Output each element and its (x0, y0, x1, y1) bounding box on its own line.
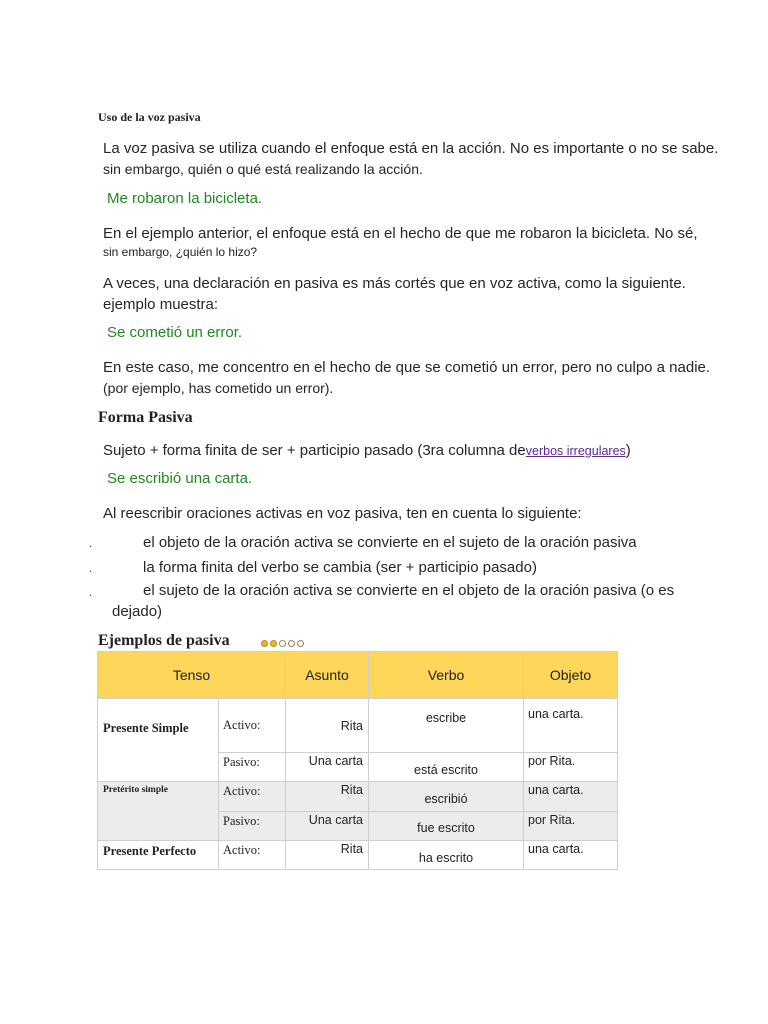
section-heading-ejemplos: Ejemplos de pasiva (98, 632, 230, 649)
verb-cell: escribe (369, 699, 524, 753)
paragraph-intro-line2: sin embargo, quién o qué está realizando la acción. (103, 161, 423, 177)
object-cell: por Rita. (524, 812, 618, 841)
object-cell: una carta. (524, 841, 618, 870)
paragraph-3-line2: ejemplo muestra: (103, 296, 219, 313)
bullet-marker-1: . (89, 536, 93, 550)
forma-formula-close: ) (625, 442, 631, 459)
object-cell: una carta. (524, 782, 618, 812)
rating-empty-icon[interactable] (297, 640, 304, 647)
voice-label: Pasivo: (219, 812, 286, 841)
table-row (98, 782, 618, 812)
irregular-verbs-link[interactable]: verbos irregulares (525, 444, 626, 458)
rating-filled-icon[interactable] (270, 640, 277, 647)
rating-stars (261, 640, 304, 647)
header-tenso: Tenso (98, 652, 286, 699)
bullet-marker-2: . (89, 561, 93, 575)
verb-cell: fue escrito (369, 812, 524, 841)
rating-empty-icon[interactable] (288, 640, 295, 647)
subject-cell: Una carta (286, 753, 369, 782)
rating-filled-icon[interactable] (261, 640, 268, 647)
rating-empty-icon[interactable] (279, 640, 286, 647)
paragraph-2-line2: sin embargo, ¿quién lo hizo? (103, 245, 258, 259)
header-asunto: Asunto (286, 652, 369, 699)
paragraph-4-line2: (por ejemplo, has cometido un error). (103, 380, 334, 396)
paragraph-2-line1: En el ejemplo anterior, el enfoque está en el hecho de que me robaron la bicicleta. No sé, (103, 225, 698, 242)
bullet-item-3-continued: dejado) (112, 603, 163, 620)
header-objeto: Objeto (524, 652, 618, 699)
verb-cell: escribió (369, 782, 524, 812)
forma-formula (103, 441, 631, 461)
paragraph-5: Al reescribir oraciones activas en voz pasiva, ten en cuenta lo siguiente: (103, 505, 582, 522)
tense-cell: Presente Simple (98, 699, 219, 782)
subject-cell: Rita (286, 782, 369, 812)
object-cell: una carta. (524, 699, 618, 753)
tense-cell: Pretérito simple (98, 782, 219, 841)
verb-cell: está escrito (369, 753, 524, 782)
verb-cell: ha escrito (369, 841, 524, 870)
forma-formula-text: Sujeto + forma finita de ser + participio pasado (3ra columna de (103, 442, 526, 459)
voice-label: Activo: (219, 699, 286, 753)
subject-cell: Una carta (286, 812, 369, 841)
object-cell: por Rita. (524, 753, 618, 782)
example-sentence-3: Se escribió una carta. (107, 470, 253, 487)
voice-label: Activo: (219, 782, 286, 812)
paragraph-4-line1: En este caso, me concentro en el hecho de que se cometió un error, pero no culpo a nadie. (103, 359, 711, 376)
section-heading-uso: Uso de la voz pasiva (98, 110, 201, 124)
section-heading-forma: Forma Pasiva (98, 409, 193, 426)
header-verbo: Verbo (369, 652, 524, 699)
table-row (98, 841, 618, 870)
table-row (98, 699, 618, 753)
bullet-item-1: el objeto de la oración activa se convierte en el sujeto de la oración pasiva (143, 534, 637, 551)
paragraph-intro-line1: La voz pasiva se utiliza cuando el enfoque está en la acción. No es importante o no se sabe. (103, 140, 719, 157)
bullet-item-3: el sujeto de la oración activa se convierte en el objeto de la oración pasiva (o es (143, 582, 675, 599)
example-sentence-1: Me robaron la bicicleta. (107, 190, 263, 207)
tense-cell: Presente Perfecto (98, 841, 219, 870)
paragraph-3-line1: A veces, una declaración en pasiva es más cortés que en voz activa, como la siguiente. (103, 275, 686, 292)
bullet-marker-3: . (89, 585, 93, 599)
bullet-item-2: la forma finita del verbo se cambia (ser + participio pasado) (143, 559, 537, 576)
examples-table (97, 651, 618, 870)
voice-label: Activo: (219, 841, 286, 870)
subject-cell: Rita (286, 699, 369, 753)
subject-cell: Rita (286, 841, 369, 870)
voice-label: Pasivo: (219, 753, 286, 782)
example-sentence-2: Se cometió un error. (107, 324, 243, 341)
table-header-row (98, 652, 618, 699)
